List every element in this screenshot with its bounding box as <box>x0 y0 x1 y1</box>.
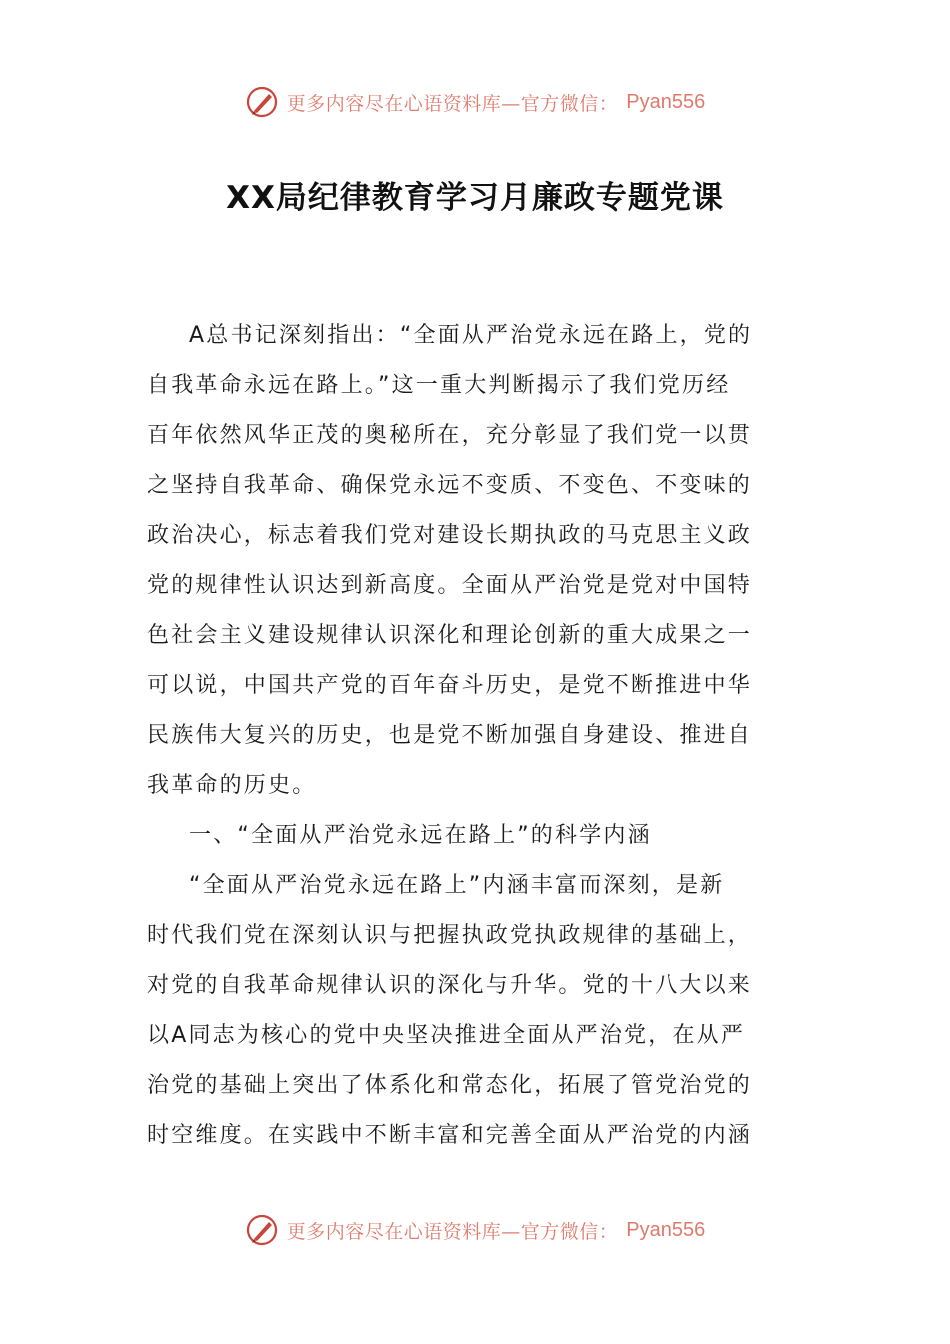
body-line: 可以说，中国共产党的百年奋斗历史，是党不断推进中华 <box>147 673 753 698</box>
watermark-text: 更多内容尽在心语资料库—官方微信： <box>286 92 619 115</box>
body-line: “全面从严治党永远在路上”内涵丰富而深刻，是新 <box>189 873 725 898</box>
body-line: A总书记深刻指出：“全面从严治党永远在路上，党的 <box>189 323 753 348</box>
body-line: 之坚持自我革命、确保党永远不变质、不变色、不变味的 <box>147 473 753 498</box>
watermark-wechat-id: Pyan556 <box>626 90 706 113</box>
body-line: 治党的基础上突出了体系化和常态化，拓展了管党治党的 <box>147 1073 753 1098</box>
body-line: 自我革命永远在路上。”这一重大判断揭示了我们党历经 <box>147 373 731 398</box>
watermark-banner-top <box>0 82 950 122</box>
watermark-text: 更多内容尽在心语资料库—官方微信： <box>286 1220 619 1243</box>
document-body <box>147 311 807 1161</box>
body-line: 时代我们党在深刻认识与把握执政党执政规律的基础上， <box>147 923 753 948</box>
document-title: XX局纪律教育学习月廉政专题党课 <box>226 180 724 216</box>
watermark-wechat-id: Pyan556 <box>626 1218 706 1241</box>
body-line: 对党的自我革命规律认识的深化与升华。党的十八大以来 <box>147 973 753 998</box>
body-line: 色社会主义建设规律认识深化和理论创新的重大成果之一 <box>147 623 753 648</box>
body-line: 民族伟大复兴的历史，也是党不断加强自身建设、推进自 <box>147 723 753 748</box>
body-line: 以A同志为核心的党中央坚决推进全面从严治党，在从严 <box>147 1023 746 1048</box>
body-line: 百年依然风华正茂的奥秘所在，充分彰显了我们党一以贯 <box>147 423 753 448</box>
body-line: 政治决心，标志着我们党对建设长期执政的马克思主义政 <box>147 523 753 548</box>
watermark-banner-bottom <box>0 1210 950 1250</box>
body-line: 我革命的历史。 <box>147 773 317 798</box>
body-line: 时空维度。在实践中不断丰富和完善全面从严治党的内涵 <box>147 1123 753 1148</box>
pen-logo-icon <box>245 1213 279 1247</box>
body-line: 党的规律性认识达到新高度。全面从严治党是党对中国特 <box>147 573 753 598</box>
pen-logo-icon <box>245 85 279 119</box>
section-heading: 一、“全面从严治党永远在路上”的科学内涵 <box>189 823 652 848</box>
